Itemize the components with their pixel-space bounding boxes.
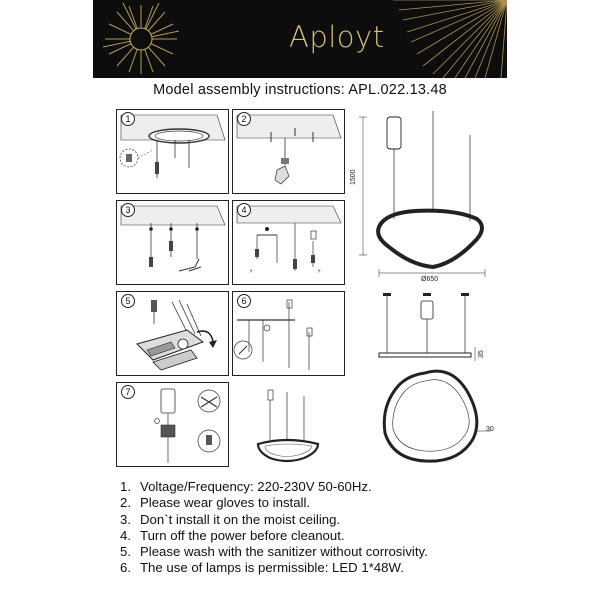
- note-item: [120, 528, 580, 544]
- note-text: Don`t install it on the moist ceiling.: [140, 511, 341, 527]
- note-number: 6.: [120, 560, 131, 576]
- note-text: Voltage/Frequency: 220-230V 50-60Hz.: [140, 479, 372, 494]
- step-number-4: 4: [237, 203, 251, 217]
- note-number: 2.: [120, 495, 131, 511]
- step-number-1: 1: [121, 112, 135, 126]
- note-item: [120, 512, 580, 528]
- step-2-illustration: [233, 110, 346, 195]
- step-4-panel: [232, 200, 345, 285]
- note-number: 1.: [120, 479, 131, 494]
- step-number-3: 3: [121, 203, 135, 217]
- note-text: The use of lamps is permissible: LED 1*48W.: [140, 560, 404, 576]
- instructions-list: [120, 479, 580, 577]
- brand-banner: [93, 0, 507, 78]
- svg-text:⚡: ⚡: [317, 269, 322, 275]
- note-number: 3.: [120, 511, 131, 527]
- step-number-6: 6: [237, 294, 251, 308]
- step-number-2: 2: [237, 112, 251, 126]
- step-2-panel: [232, 109, 345, 194]
- note-item: [120, 495, 580, 511]
- assembled-lamp-illustration: [232, 382, 345, 467]
- step-5-panel: [116, 291, 229, 376]
- step-number-5: 5: [121, 294, 135, 308]
- step-6-illustration: [233, 292, 346, 377]
- dimension-illustration: [345, 105, 505, 475]
- height-dimension-label: 1500: [350, 169, 357, 185]
- svg-text:⚡: ⚡: [249, 269, 254, 275]
- diameter-dimension-label: Ø650: [421, 276, 439, 283]
- width-dimension-label: 30: [486, 426, 494, 433]
- note-number: 4.: [120, 527, 131, 543]
- step-6-panel: [232, 291, 345, 376]
- document-title: Model assembly instructions: APL.022.13.48: [153, 82, 447, 98]
- assembled-lamp-view: [232, 382, 345, 467]
- brand-logo: Aployt: [289, 20, 385, 54]
- step-4-illustration: [233, 201, 346, 286]
- step-7-illustration: [117, 383, 230, 468]
- step-number-7: 7: [121, 385, 135, 399]
- profile-dimension-label: 35: [478, 350, 485, 358]
- note-item: [120, 560, 580, 576]
- step-3-illustration: [117, 201, 230, 286]
- note-item: [120, 479, 580, 495]
- dimension-drawings: [345, 105, 505, 475]
- note-text: Turn off the power before cleanout.: [140, 527, 345, 543]
- step-1-panel: [116, 109, 229, 194]
- note-number: 5.: [120, 544, 131, 560]
- note-text: Please wash with the sanitizer without corrosivity.: [140, 544, 428, 560]
- step-7-panel: [116, 382, 229, 467]
- note-text: Please wear gloves to install.: [140, 495, 311, 511]
- step-1-illustration: [117, 110, 230, 195]
- step-5-illustration: [117, 292, 230, 377]
- step-3-panel: [116, 200, 229, 285]
- note-item: [120, 544, 580, 560]
